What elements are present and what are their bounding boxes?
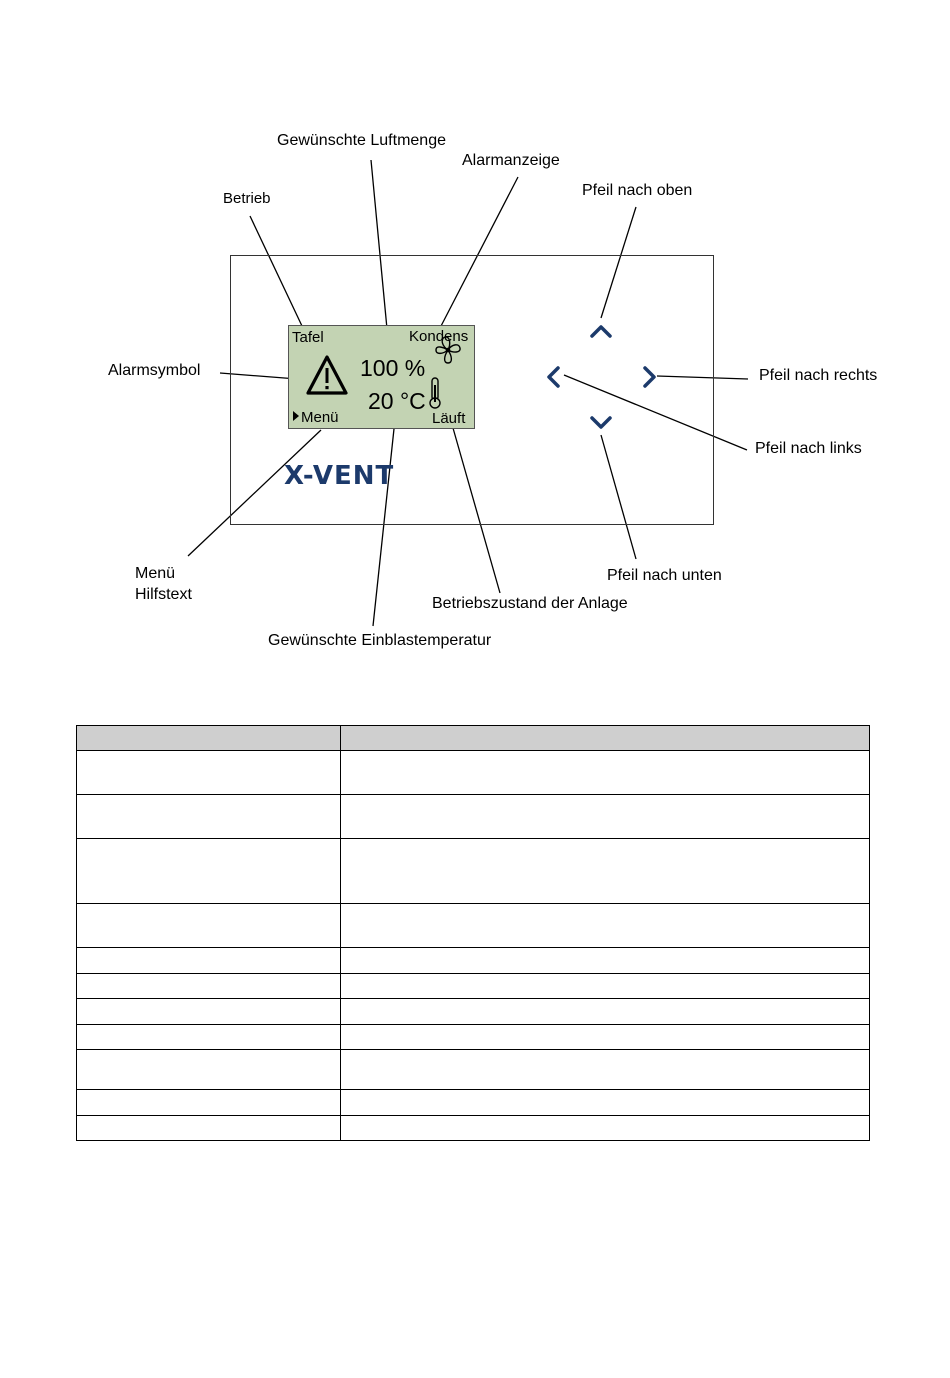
table-cell: [341, 795, 870, 839]
callout-menu: Menü: [135, 565, 176, 582]
table-row: [77, 904, 870, 948]
callout-luftmenge: Gewünschte Luftmenge: [277, 132, 446, 149]
table-cell: [77, 904, 341, 948]
callout-betrieb: Betrieb: [223, 190, 271, 207]
table-cell: [341, 999, 870, 1025]
callout-einblastemperatur: Gewünschte Einblastemperatur: [268, 632, 492, 649]
thermometer-icon: [428, 376, 442, 410]
table-cell: [77, 999, 341, 1025]
fan-icon: [432, 334, 464, 366]
chevron-down-icon[interactable]: [589, 410, 613, 434]
table-cell: [77, 795, 341, 839]
table-cell: [77, 751, 341, 795]
lcd-menu-label: Menü: [301, 409, 339, 426]
callout-pfeil-oben: Pfeil nach oben: [582, 182, 693, 199]
lcd-menu: [293, 410, 339, 426]
table-header-row: [77, 726, 870, 751]
table-cell: [77, 1050, 341, 1090]
table-cell: [77, 1116, 341, 1141]
table-cell: [341, 1116, 870, 1141]
table-cell: [341, 1025, 870, 1050]
table-row: [77, 795, 870, 839]
table-row: [77, 948, 870, 974]
table-cell: [77, 948, 341, 974]
lcd-state: Läuft: [432, 410, 466, 427]
table-cell: [77, 1025, 341, 1050]
table-row: [77, 1050, 870, 1090]
callout-betriebszustand: Betriebszustand der Anlage: [432, 595, 628, 612]
table-row: [77, 999, 870, 1025]
triangle-right-icon: [293, 411, 299, 421]
table-row: [77, 1090, 870, 1116]
lcd-airflow: 100 %: [360, 355, 426, 381]
table-cell: [77, 974, 341, 999]
table-cell: [77, 839, 341, 904]
table-row: [77, 751, 870, 795]
table-header-cell: [77, 726, 341, 751]
table-row: [77, 839, 870, 904]
callout-alarmanzeige: Alarmanzeige: [462, 152, 560, 169]
table-row: [77, 1025, 870, 1050]
callout-pfeil-unten: Pfeil nach unten: [607, 567, 722, 584]
chevron-up-icon[interactable]: [589, 320, 613, 344]
lcd-mode: Tafel: [292, 329, 324, 346]
table-cell: [341, 904, 870, 948]
warning-triangle-icon: [305, 354, 349, 396]
x-vent-logo: X-VENT: [284, 461, 395, 491]
callout-alarmsymbol: Alarmsymbol: [108, 362, 201, 379]
table-cell: [341, 839, 870, 904]
table-cell: [77, 1090, 341, 1116]
callout-pfeil-rechts: Pfeil nach rechts: [759, 367, 878, 384]
callout-hilfstext: Hilfstext: [135, 586, 192, 603]
table-cell: [341, 751, 870, 795]
callout-pfeil-links: Pfeil nach links: [755, 440, 862, 457]
table-cell: [341, 1090, 870, 1116]
table-header-cell: [341, 726, 870, 751]
table-row: [77, 974, 870, 999]
chevron-right-icon[interactable]: [637, 365, 661, 389]
lcd-temperature: 20 °C: [368, 388, 426, 414]
table-cell: [341, 974, 870, 999]
table-row: [77, 1116, 870, 1141]
lcd-alarm-text: Kondens: [409, 328, 469, 345]
lcd-display: [288, 325, 475, 429]
table-cell: [341, 948, 870, 974]
description-table: [76, 725, 870, 1141]
chevron-left-icon[interactable]: [542, 365, 566, 389]
table-cell: [341, 1050, 870, 1090]
